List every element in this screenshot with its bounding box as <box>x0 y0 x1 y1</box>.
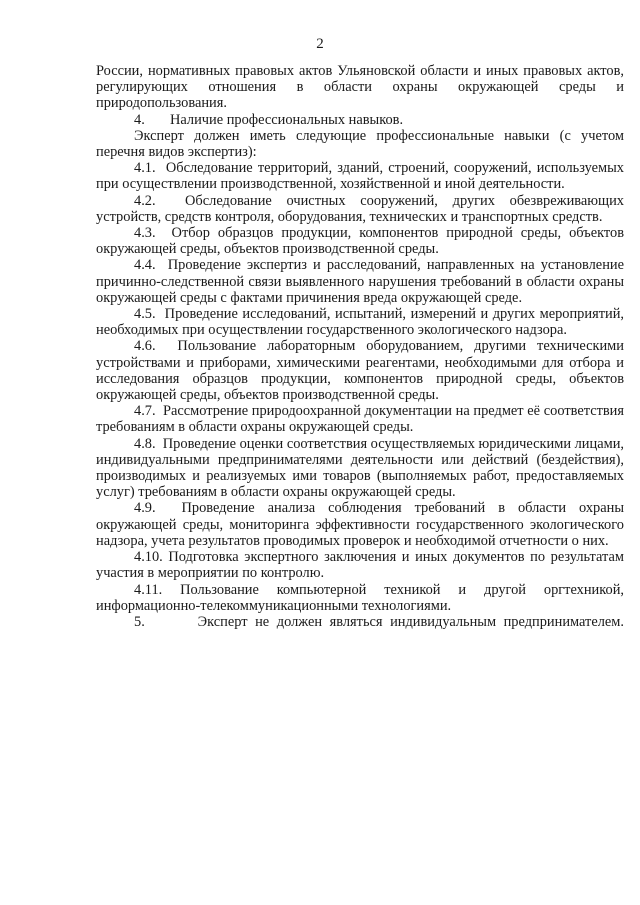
list-item-4-11: 4.11. Пользование компьютерной техникой и другой оргтехникой, информационно-телекоммуникационными технологиями. <box>96 581 624 614</box>
list-item-4-1: 4.1. Обследование территорий, зданий, строений, сооружений, используемых при осуществлении производственной, хозяйственной и иной деятельности. <box>96 160 624 193</box>
list-item-4-9: 4.9. Проведение анализа соблюдения требований в области охраны окружающей среды, мониторинга эффективности государственного экологического надзора, учета результатов проводимых проверок и необходимой отчетности о них. <box>96 500 624 549</box>
page-number: 2 <box>316 36 324 52</box>
section-heading-4: 4. Наличие профессиональных навыков. <box>134 111 404 128</box>
paragraph-intro: Эксперт должен иметь следующие профессиональные навыки (с учетом перечня видов экспертиз): <box>96 127 624 161</box>
list-item-4-10: 4.10. Подготовка экспертного заключения и иных документов по результатам участия в мероприятии по контролю. <box>96 549 624 582</box>
list-item-4-4: 4.4. Проведение экспертиз и расследований, направленных на установление причинно-следственной связи выявленного нарушения требований в области охраны окружающей среды с фактами причинения вреда окружающей среде. <box>96 257 624 306</box>
paragraph-continuation: России, нормативных правовых актов Ульяновской области и иных правовых актов, регулирующих отношения в области охраны окружающей среды и природопользования. <box>96 63 624 112</box>
list-item-4-2: 4.2. Обследование очистных сооружений, других обезвреживающих устройств, средств контроля, оборудования, технических и транспортных средств. <box>96 192 624 225</box>
list-item-4-6: 4.6. Пользование лабораторным оборудованием, другими техническими устройствами и приборами, химическими реагентами, необходимыми для отбора и исследования образцов продукции, компонентов природной среды, объектов окружающей среды, объектов производственной среды. <box>96 338 624 404</box>
list-item-4-7: 4.7. Рассмотрение природоохранной документации на предмет её соответствия требованиям в области охраны окружающей среды. <box>96 403 624 436</box>
list-item-4-5: 4.5. Проведение исследований, испытаний, измерений и других мероприятий, необходимых при осуществлении государственного экологического надзора. <box>96 306 624 339</box>
list-item-4-8: 4.8. Проведение оценки соответствия осуществляемых юридическими лицами, индивидуальными предпринимателями деятельности или действий (бездействия), производимых и реализуемых ими товаров (выполняемых работ, предоставляемых услуг) требованиям в области охраны окружающей среды. <box>96 435 624 501</box>
document-body <box>96 63 624 630</box>
list-item-4-3: 4.3. Отбор образцов продукции, компонентов природной среды, объектов окружающей среды, объектов производственной среды. <box>96 225 624 258</box>
section-heading-5: 5. Эксперт не должен являться индивидуальным предпринимателем. <box>134 613 624 630</box>
